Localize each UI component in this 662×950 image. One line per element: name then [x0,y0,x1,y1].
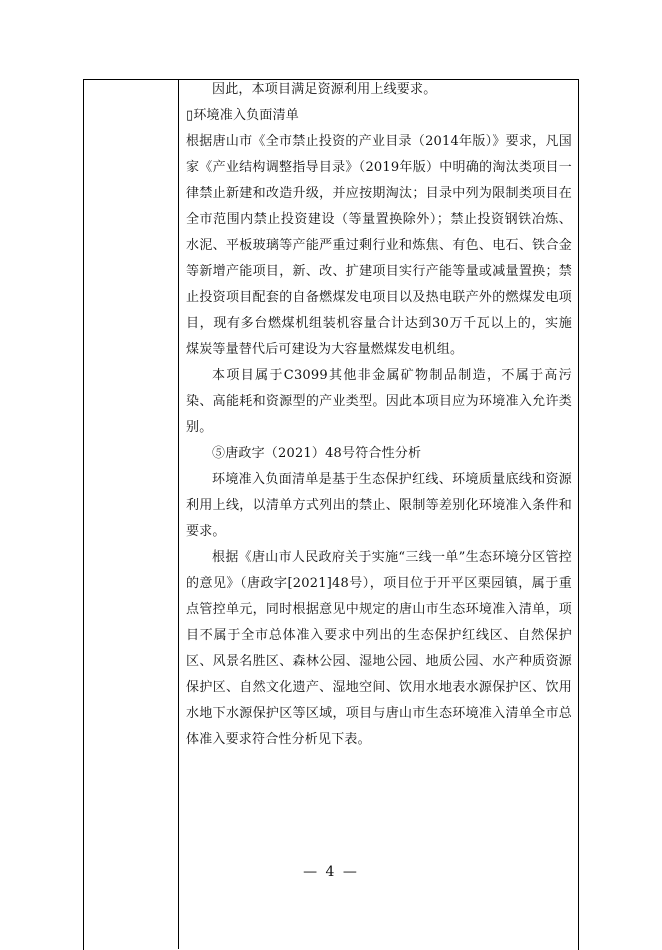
paragraph-zoning-opinion: 根据《唐山市人民政府关于实施“三线一单”生态环境分区管控的意见》（唐政字[2021]48号），项目位于开平区栗园镇，属于重点管控单元，同时根据意见中规定的唐山市生态环境准入清单，项目不属于全市总体准入要求中列出的生态保护红线区、自然保护区、风景名胜区、森林公园、湿地公园、地质公园、水产种质资源保护区、自然文化遗产、湿地空间、饮用水地表水源保护区、饮用水地下水源保护区等区域，项目与唐山市生态环境准入清单全市总体准入要求符合性分析见下表。 [186,550,572,747]
section-heading-negative-list: ▯环境准入负面清单 [186,108,299,123]
section-heading-compliance-analysis: ⑤唐政字（2021）48号符合性分析 [212,446,422,461]
paragraph-negative-list-definition: 环境准入负面清单是基于生态保护红线、环境质量底线和资源利用上线，以清单方式列出的禁止、限制等差别化环境准入条件和要求。 [186,472,572,539]
document-body [186,77,572,753]
column-divider [178,79,179,949]
paragraph-resource-conclusion: 因此，本项目满足资源利用上线要求。 [212,82,437,97]
page-number: — 4 — [303,864,359,880]
paragraph-project-category: 本项目属于C3099其他非金属矿物制品制造，不属于高污染、高能耗和资源型的产业类型。因此本项目应为环境准入允许类别。 [186,368,572,435]
paragraph-industry-catalog: 根据唐山市《全市禁止投资的产业目录（2014年版）》要求，凡国家《产业结构调整指导目录》（2019年版）中明确的淘汰类项目一律禁止新建和改造升级，并应按期淘汰；目录中列为限制类项目在全市范围内禁止投资建设（等量置换除外）；禁止投资钢铁冶炼、水泥、平板玻璃等产能严重过剩行业和炼焦、有色、电石、铁合金等新增产能项目，新、改、扩建项目实行产能等量或减量置换；禁止投资项目配套的自备燃煤发电项目以及热电联产外的燃煤发电项目，现有多台燃煤机组装机容量合计达到30万千瓦以上的，实施煤炭等量替代后可建设为大容量燃煤发电机组。 [186,134,572,357]
